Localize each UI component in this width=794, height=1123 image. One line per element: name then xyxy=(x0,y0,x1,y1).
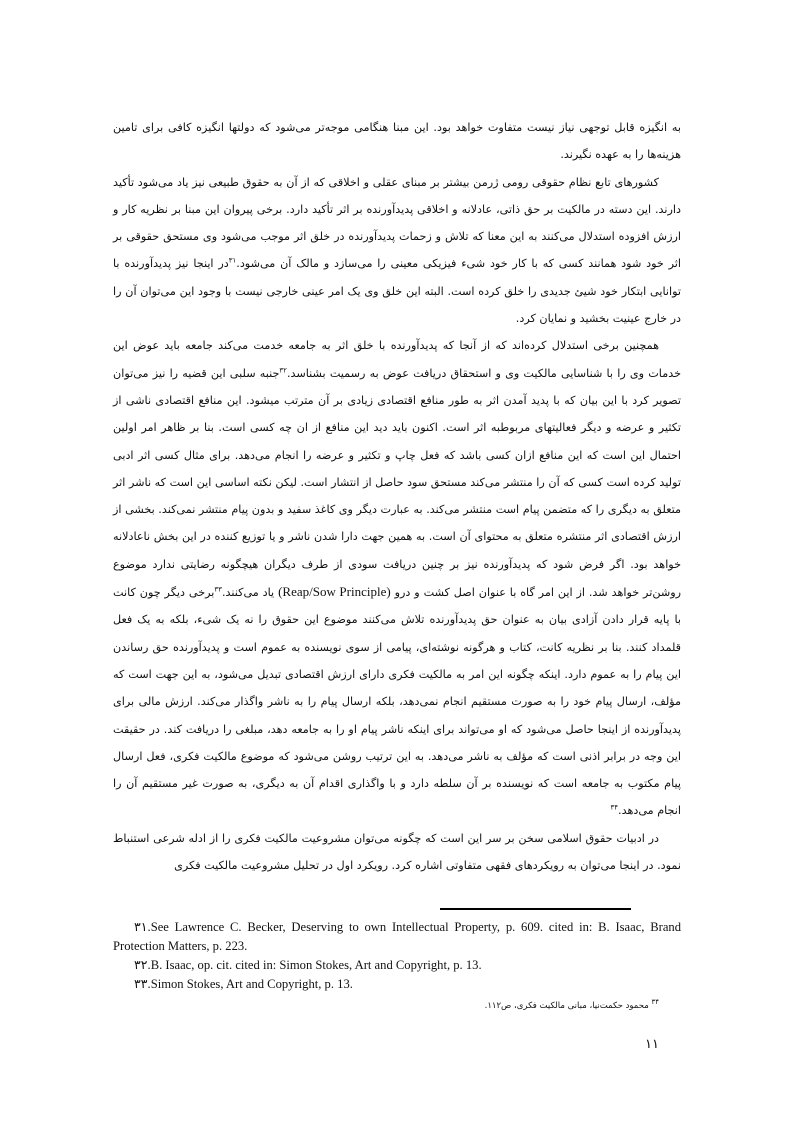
paragraph-text: به انگیزه قابل توجهی نیاز نیست متفاوت خواهد بود. این مبنا هنگامی موجه‌تر می‌شود که دولتها انگیزه کافی برای تامین هزینه‌ها را به عهده نگیرند. xyxy=(113,121,681,162)
footnote-separator xyxy=(440,908,631,910)
footnote-text: محمود حکمت‌نیا، مبانی مالکیت فکری، ص۱۱۲. xyxy=(484,1001,649,1011)
footnote-marker: ۳۳. xyxy=(134,977,151,991)
paragraph-text: در اینجا نیز پدیدآورنده با توانایی ابتکار خود شیئ جدیدی را خلق کرده است. البته این خلق وی یک امر عینی خارجی نیست با وجود این می‌توان آن را در خارج عینیت بخشید و نمایان کرد. xyxy=(113,257,681,326)
footnote-marker: ۳۱. xyxy=(134,920,151,934)
footnote-34 xyxy=(113,998,681,1014)
paragraph-text: یاد می‌کنند. xyxy=(221,586,275,600)
paragraph-text: جنبه سلبی این قضیه را نیز می‌توان تصویر کرد با این بیان که با پدید آمدن اثر به طور منافع اقتصادی زیادی بر آن مترتب میشود. این منافع اقتصادی ناشی از تکثیر و عرضه و دیگر فعالیتهای مربوطبه اثر است. اکنون باید دید این منافع از ان چه کسی است. بنا بر ظاهر امر اولین احتمال این است که این منافع ازان کسی باشد که فعل چاپ و تکثیر و عرضه را انجام می‌دهد. برای مثال کسی اثر ادبی تولید کرده است کسی که آن را منتشر می‌کند مستحق سود حاصل از انتشار است. لیکن نکته اساسی این است که ناشر اثر متعلق به دیگری را که متضمن پیام است منتشر می‌کند. به عبارت دیگر وی کاغذ سفید و بدون پیام منتشر نمی‌کند. بخشی از ارزش اقتصادی اثر منتشره متعلق به محتوای آن است. به همین جهت دارا شدن ناشر و یا توزیع کننده در این بخش ناعادلانه خواهد بود. اگر فرض شود که پدیدآورنده نیز بر چنین دریافت سودی از طرف دیگران هیچگونه رضایتی ندارد موضوع روشن‌تر خواهد شد. از این امر گاه با عنوان اصل کشت و درو xyxy=(113,366,682,600)
page-number: ۱۱ xyxy=(645,1037,659,1052)
latin-term: (Reap/Sow Principle) xyxy=(278,584,391,600)
paragraph-text: کشورهای تابع نظام حقوقی رومی ژرمن بیشتر بر مبنای عقلی و اخلاقی که از آن به حقوق طبیعی نیز یاد می‌شود تأکید دارند. این دسته در مالکیت بر حق ذاتی، عادلانه و اخلاقی پدیدآورنده بر اثر تأکید دارد. برخی پیروان این مبنا بر نظریه کار و ارزش افزوده استدلال می‌کنند به این معنا که تلاش و زحمات پدیدآورنده در خلق اثر موجب می‌شود وی مستحق حقوقی بر اثر خود شود همانند کسی که با کار خود شیء فیزیکی معینی را می‌سازد و مالک آن می‌شود. xyxy=(113,175,681,271)
footnote-marker: ۳۲. xyxy=(134,958,151,972)
paragraph-text: برخی دیگر چون کانت با پایه قرار دادن آزادی بیان به عنوان حق پدیدآورنده تلاش می‌کنند موضوع این حقوق را نه یک شیء، بلکه به یک فعل قلمداد کنند. بنا بر نظریه کانت، کتاب و هرگونه نوشته‌ای، پیامی از سوی نویسنده به عموم است و پدیدآورنده حق رساندن این پیام را به عموم دارد. اینکه چگونه این امر به مالکیت فکری دارای ارزش اقتصادی تبدیل می‌شود، به این جهت است که مؤلف، ارسال پیام خود را به صورت مستقیم انجام نمی‌دهد، بلکه ارسال پیام را به ناشر واگذار می‌کند. ارزش مالی برای پدیدآورنده از اینجا حاصل می‌شود که او می‌تواند برای اینکه ناشر پیام او را به جامعه دهد، مبلغی را دریافت کند. در حقیقت این وجه در برابر اذنی است که مؤلف به ناشر می‌دهد. به این ترتیب روشن می‌شود که موضوع مالکیت فکری، فعل ارسال پیام مکتوب به جامعه است که نویسنده بر آن سلطه دارد و با واگذاری اقدام آن به دیگری، به صورت غیر مستقیم آن را انجام می‌دهد. xyxy=(113,586,681,818)
footnote-marker: ۳۴ xyxy=(651,998,659,1007)
paragraph-text: همچنین برخی استدلال کرده‌اند که از آنجا که پدیدآورنده با خلق اثر به جامعه خدمت می‌کند جامعه باید عوض این خدمات وی را با شناسایی مالکیت وی و استحقاق دریافت عوض به رسمیت بشناسد. xyxy=(113,339,681,380)
body-text xyxy=(113,114,681,879)
footnote-32 xyxy=(113,956,681,975)
paragraph-4 xyxy=(113,825,681,880)
footnotes xyxy=(113,918,681,1014)
paragraph-2 xyxy=(113,169,681,333)
footnote-reference[interactable]: ۳۳ xyxy=(214,585,222,594)
footnote-text: See Lawrence C. Becker, Deserving to own Intellectual Property, p. 609. cited in: B. Isaac, Brand Protection Matters, p. 223. xyxy=(113,920,681,953)
footnote-text: Simon Stokes, Art and Copyright, p. 13. xyxy=(150,977,353,991)
paragraph-1 xyxy=(113,114,681,169)
footnote-reference[interactable]: ۳۲ xyxy=(279,365,287,374)
footnote-33 xyxy=(113,975,681,994)
footnote-31 xyxy=(113,918,681,956)
paragraph-text: در ادبیات حقوق اسلامی سخن بر سر این است که چگونه می‌توان مشروعیت مالکیت فکری را از ادله شرعی استنباط نمود. در اینجا می‌توان به رویکردهای فقهی متفاوتی اشاره کرد. رویکرد اول در تحلیل مشروعیت مالکیت فکری xyxy=(113,831,681,873)
footnote-reference[interactable]: ۳۱ xyxy=(228,256,237,265)
paragraph-3 xyxy=(113,332,681,824)
footnote-text: B. Isaac, op. cit. cited in: Simon Stokes, Art and Copyright, p. 13. xyxy=(150,958,482,972)
footnote-reference[interactable]: ۳۴ xyxy=(610,803,619,812)
